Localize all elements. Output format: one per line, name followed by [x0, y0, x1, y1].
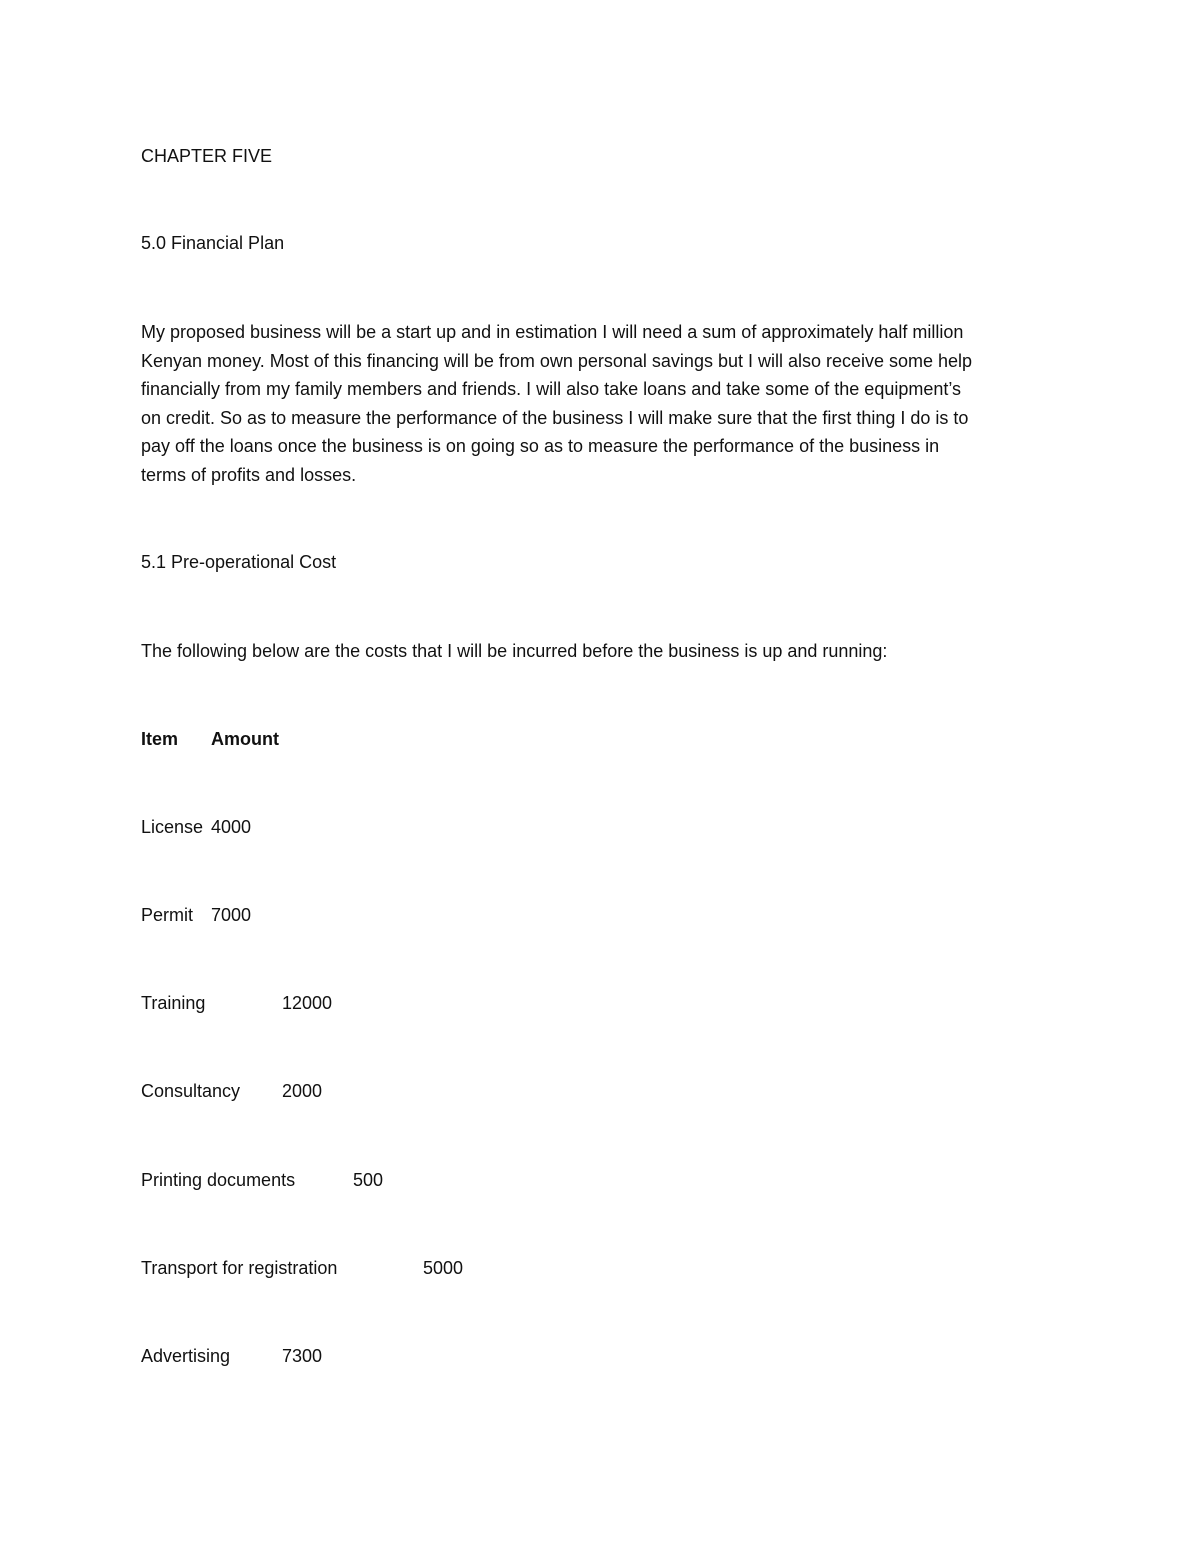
paragraph-line: terms of profits and losses. [141, 464, 357, 485]
cost-amount: 2000 [282, 1081, 323, 1101]
chapter-title: CHAPTER FIVE [141, 146, 273, 166]
paragraph-line: My proposed business will be a start up and in estimation I will need a sum of approximately half million [141, 322, 964, 342]
cost-row [141, 813, 251, 842]
cost-row [141, 1166, 383, 1195]
cost-item: License [141, 817, 204, 837]
paragraph-line: on credit. So as to measure the performance of the business I will make sure that the first thing I do is to [141, 407, 969, 428]
section-heading-pre-operational-cost: 5.1 Pre-operational Cost [141, 552, 337, 572]
cost-row [141, 1342, 322, 1371]
cost-row [141, 1077, 322, 1106]
cost-table-header [141, 725, 279, 754]
financial-plan-paragraph [141, 318, 1071, 489]
header-item: Item [141, 729, 179, 749]
cost-item: Transport for registration [141, 1258, 338, 1278]
cost-amount: 12000 [282, 993, 333, 1013]
paragraph-line: Kenyan money. Most of this financing will be from own personal savings but I will also receive some help [141, 350, 973, 371]
cost-item: Advertising [141, 1346, 231, 1366]
paragraph-line: pay off the loans once the business is on going so as to measure the performance of the business in [141, 436, 940, 456]
cost-amount: 7000 [211, 905, 252, 925]
cost-amount: 7300 [282, 1346, 323, 1366]
cost-amount: 500 [353, 1170, 384, 1190]
cost-item: Training [141, 993, 206, 1013]
section-heading-financial-plan: 5.0 Financial Plan [141, 233, 285, 253]
pre-operational-intro: The following below are the costs that I will be incurred before the business is up and running: [141, 641, 888, 661]
cost-row [141, 1254, 463, 1283]
cost-amount: 4000 [211, 817, 252, 837]
cost-row [141, 901, 251, 930]
header-amount: Amount [211, 729, 279, 749]
cost-row [141, 989, 332, 1018]
cost-amount: 5000 [423, 1258, 464, 1278]
cost-item: Permit [141, 905, 194, 925]
cost-item: Printing documents [141, 1170, 296, 1190]
cost-item: Consultancy [141, 1081, 241, 1101]
paragraph-line: financially from my family members and friends. I will also take loans and take some of the equipment’s [141, 379, 962, 399]
